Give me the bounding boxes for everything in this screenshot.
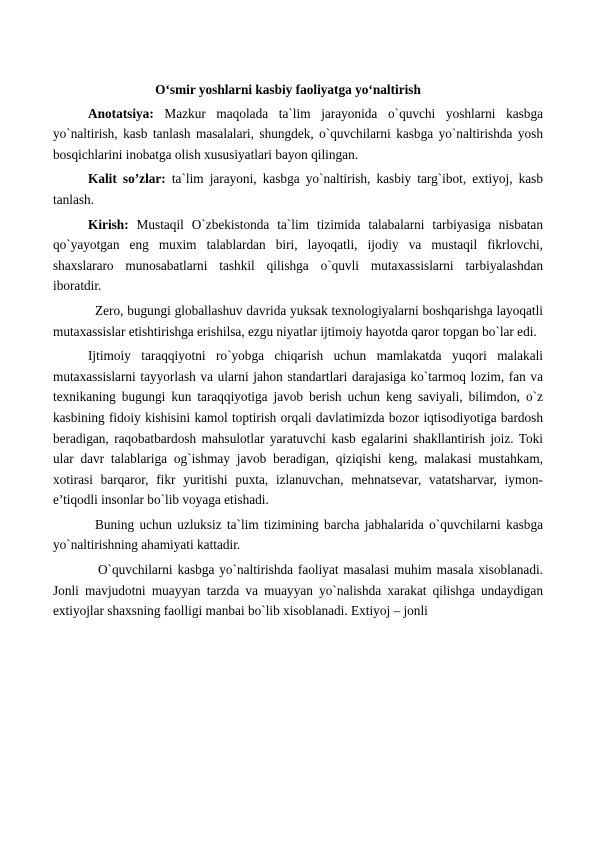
- article-title: O‘smir yoshlarni kasbiy faoliyatga yo‘naltirish: [155, 82, 421, 97]
- body-paragraph: Ijtimoiy taraqqiyotni ro`yobga chiqarish uchun mamlakatda yuqori malakali mutaxassislarni tayyorlash va ularni jahon standartlari darajasiga ko`tarmoq lozim, fan va texnikaning bugungi kun taraqqiyotiga javob berish uchun keng saviyali, bilimdon, o`z kasbining fidoiy kishisini kamol toptirish orqali davlatimizda bozor iqtisodiyotiga bardosh beradigan, raqobatbardosh mahsulotlar yaratuvchi kasb egalarini shakllantirish joiz. Toki ular davr talablariga og`ishmay javob beradigan, qiziqishi keng, malakasi mustahkam, xotirasi barqaror, fikr yuritishi puxta, izlanuvchan, mehnatsevar, vatatsharvar, iymon-e’tiqodli insonlar bo`lib voyaga etishadi.: [53, 348, 543, 508]
- intro-label: Kirish:: [88, 216, 129, 232]
- intro-text: Mustaqil O`zbekistonda ta`lim tizimida talabalarni tarbiyasiga nisbatan qo`yayotgan eng muxim talablardan biri, layoqatli, ijodiy va mustaqil fikrlovchi, shaxslararo munosabatlarni tashkil qilishga o`quvli mutaxassislarni tarbiyalashdan iboratdir.: [53, 216, 543, 294]
- abstract-paragraph: [53, 104, 543, 166]
- body-paragraph: O`quvchilarni kasbga yo`naltirishda faoliyat masalasi muhim masala xisoblanadi. Jonli mavjudotni muayyan tarzda va muayyan yo`nalishda xarakat qilishga undaydigan extiyojlar shaxsning faolligi manbai bo`lib xisoblanadi. Extiyoj – jonli: [53, 562, 543, 619]
- body-paragraph: Zero, bugungi globallashuv davrida yuksak texnologiyalarni boshqarishga layoqatli mutaxassislar etishtirishga erishilsa, ezgu niyatlar ijtimoiy hayotda qaror topgan bo`lar edi.: [53, 302, 543, 339]
- keywords-paragraph: [53, 169, 543, 210]
- document-page: [53, 80, 543, 626]
- intro-paragraph: [53, 215, 543, 297]
- keywords-text: ta`lim jarayoni, kasbga yo`naltirish, kasbiy targ`ibot, extiyoj, kasb tanlash.: [53, 171, 543, 207]
- abstract-text: Mazkur maqolada ta`lim jarayonida o`quvchi yoshlarni kasbga yo`naltirish, kasb tanlash masalalari, shungdek, o`quvchilarni kasbga yo`naltirishda yosh bosqichlarini inobatga olish xususiyatlari bayon qilingan.: [53, 105, 543, 162]
- body-paragraph: Buning uchun uzluksiz ta`lim tizimining barcha jabhalarida o`quvchilarni kasbga yo`naltirishning ahamiyati kattadir.: [53, 516, 543, 553]
- abstract-label: Anotatsiya:: [88, 105, 154, 121]
- keywords-label: Kalit so’zlar:: [88, 171, 166, 187]
